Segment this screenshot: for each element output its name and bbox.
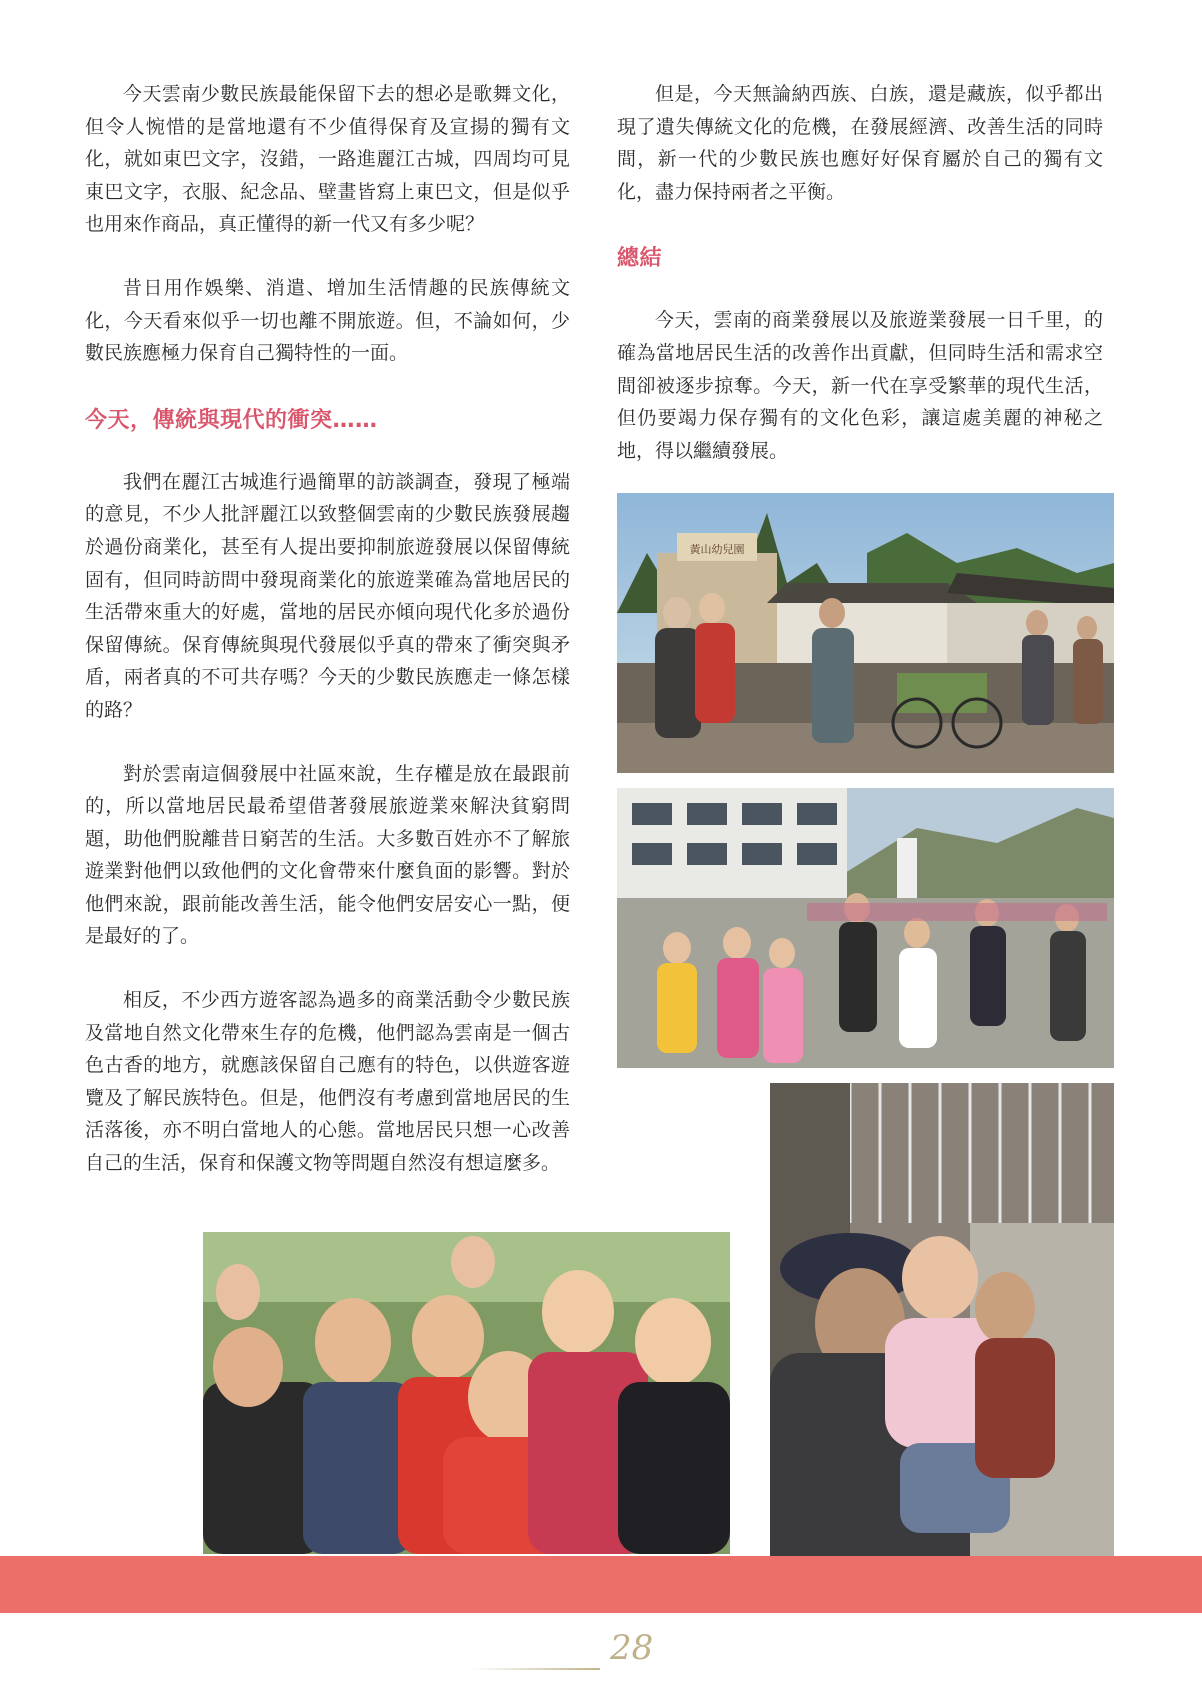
paragraph: 昔日用作娛樂、消遣、增加生活情趣的民族傳統文化，今天看來似乎一切也離不開旅遊。但，不論如何，少數民族應極力保育自己獨特性的一面。 xyxy=(85,276,570,365)
photo-village-street xyxy=(617,493,1114,773)
photo-elder-with-baby xyxy=(770,1083,1114,1611)
paragraph: 對於雲南這個發展中社區來說，生存權是放在最跟前的，所以當地居民最希望借著發展旅遊業來解決貧窮問題，助他們脫離昔日窮苦的生活。大多數百姓亦不了解旅遊業對他們以致他們的文化會帶來什麼負面的影響。對於他們來說，跟前能改善生活，能令他們安居安心一點，便是最好的了。 xyxy=(85,762,570,948)
paragraph: 我們在麗江古城進行過簡單的訪談調查，發現了極端的意見，不少人批評麗江以致整個雲南的少數民族發展趨於過份商業化，甚至有人提出要抑制旅遊發展以保留傳統固有，但同時訪問中發現商業化的旅遊業確為當地居民的生活帶來重大的好處，當地的居民亦傾向現代化多於過份保留傳統。保育傳統與現代發展似乎真的帶來了衝突與矛盾，兩者真的不可共存嗎？今天的少數民族應走一條怎樣的路？ xyxy=(85,470,570,721)
paragraph: 相反，不少西方遊客認為過多的商業活動令少數民族及當地自然文化帶來生存的危機，他們認為雲南是一個古色古香的地方，就應該保留自己應有的特色，以供遊客遊覽及了解民族特色。但是，他們沒有考慮到當地居民的生活落後，亦不明白當地人的心態。當地居民只想一心改善自己的生活，保育和保護文物等問題自然沒有想這麼多。 xyxy=(85,989,570,1175)
footer-bar xyxy=(0,1556,1202,1613)
photo-children-group xyxy=(203,1232,730,1554)
paragraph: 今天雲南少數民族最能保留下去的想必是歌舞文化，但令人惋惜的是當地還有不少值得保育及宣揚的獨有文化，就如東巴文字，沒錯，一路進麗江古城，四周均可見東巴文字，衣服、紀念品、壁畫皆寫上東巴文，但是似乎也用來作商品，真正懂得的新一代又有多少呢？ xyxy=(85,83,570,236)
page-number: 28 xyxy=(610,1628,654,1668)
section-heading: 總結 xyxy=(617,246,663,272)
village-sign: 黃山幼兒園 xyxy=(689,543,745,556)
page-number-underline xyxy=(470,1668,600,1670)
photo-schoolyard-dance xyxy=(617,788,1114,1068)
paragraph: 但是，今天無論納西族、白族，還是藏族，似乎都出現了遺失傳統文化的危機，在發展經濟、改善生活的同時間，新一代的少數民族也應好好保育屬於自己的獨有文化，盡力保持兩者之平衡。 xyxy=(617,83,1103,203)
left-column xyxy=(85,78,570,1180)
right-column xyxy=(617,78,1103,467)
paragraph: 今天，雲南的商業發展以及旅遊業發展一日千里，的確為當地居民生活的改善作出貢獻，但同時生活和需求空間卻被逐步掠奪。今天，新一代在享受繁華的現代生活，但仍要竭力保存獨有的文化色彩，讓這處美麗的神秘之地，得以繼續發展。 xyxy=(617,309,1103,462)
section-heading: 今天，傳統與現代的衝突…… xyxy=(85,407,378,433)
